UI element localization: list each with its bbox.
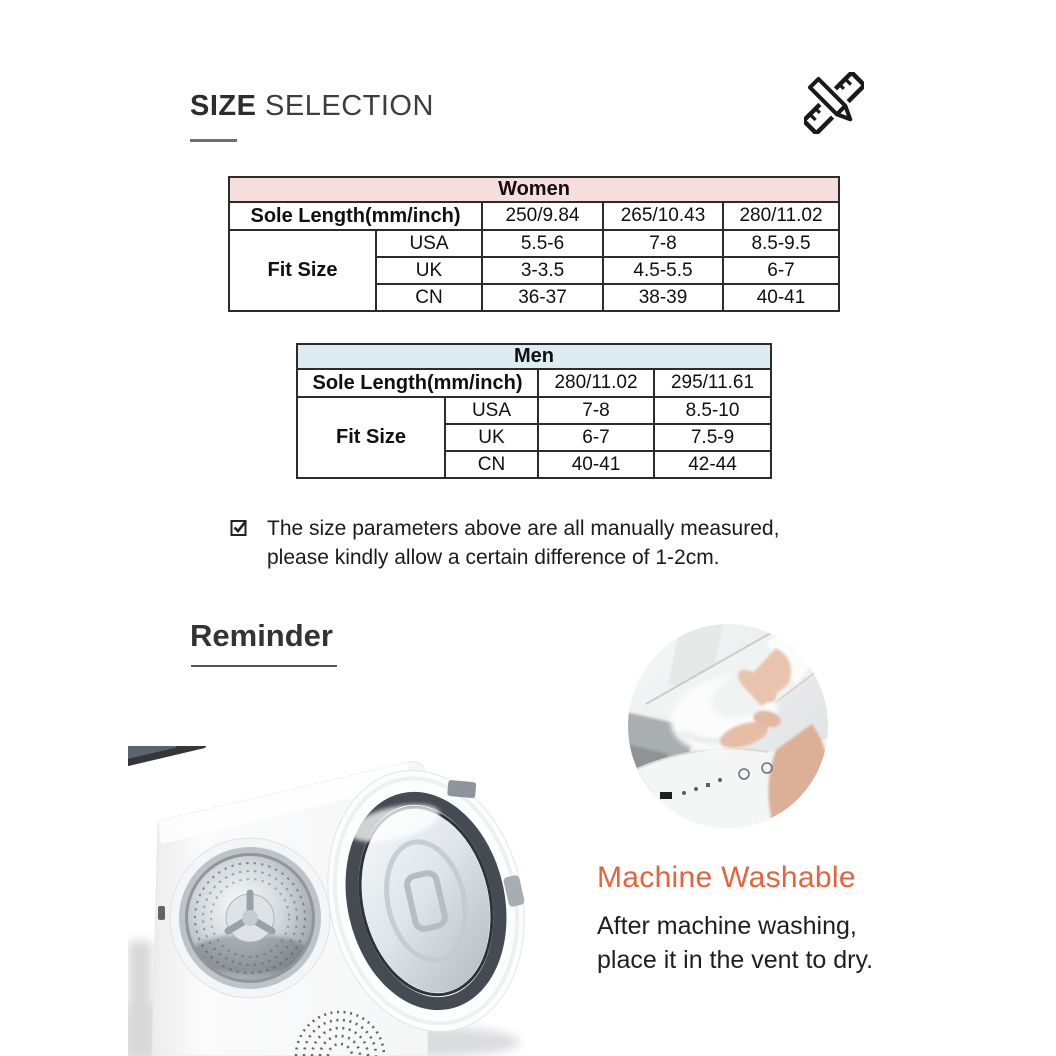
fit-size-label: Fit Size <box>229 230 376 311</box>
men-size-table <box>296 343 772 479</box>
size-value: 7.5-9 <box>654 424 771 451</box>
women-table-title: Women <box>229 177 839 202</box>
men-usa-row <box>297 397 771 424</box>
men-sole-length-value: 280/11.02 <box>538 369 654 397</box>
size-value: 7-8 <box>538 397 654 424</box>
men-table-title: Men <box>297 344 771 369</box>
women-usa-row <box>229 230 839 257</box>
size-value: 7-8 <box>603 230 723 257</box>
machine-washable-heading: Machine Washable <box>597 861 856 894</box>
women-sole-length-value: 280/11.02 <box>723 202 839 230</box>
women-table-header-row <box>229 177 839 202</box>
size-title-bold: SIZE <box>190 90 257 122</box>
measurement-note <box>230 514 779 572</box>
men-sole-length-row <box>297 369 771 397</box>
washer-drum <box>170 838 330 998</box>
note-line-2: please kindly allow a certain difference of 1-2cm. <box>267 546 720 569</box>
size-value: 6-7 <box>538 424 654 451</box>
size-title-rest: SELECTION <box>265 90 434 122</box>
men-table-header-row <box>297 344 771 369</box>
women-sole-length-value: 250/9.84 <box>482 202 603 230</box>
region-label: USA <box>376 230 482 257</box>
fit-size-label: Fit Size <box>297 397 445 478</box>
size-selection-title <box>190 90 434 123</box>
region-label: UK <box>376 257 482 284</box>
size-value: 5.5-6 <box>482 230 603 257</box>
size-value: 8.5-9.5 <box>723 230 839 257</box>
women-sole-length-value: 265/10.43 <box>603 202 723 230</box>
region-label: USA <box>445 397 538 424</box>
men-sole-length-value: 295/11.61 <box>654 369 771 397</box>
region-label: CN <box>376 284 482 311</box>
sole-length-label: Sole Length(mm/inch) <box>297 369 538 397</box>
size-value: 8.5-10 <box>654 397 771 424</box>
women-sole-length-row <box>229 202 839 230</box>
size-value: 40-41 <box>538 451 654 478</box>
washer-control-panel <box>128 746 346 769</box>
reminder-title-underline <box>191 665 337 667</box>
note-line-1: The size parameters above are all manually measured, <box>267 517 780 540</box>
size-value: 40-41 <box>723 284 839 311</box>
reminder-title: Reminder <box>190 618 333 653</box>
hands-loading-mesh-bag-photo <box>626 622 830 830</box>
women-size-table <box>228 176 840 312</box>
sole-length-label: Sole Length(mm/inch) <box>229 202 482 230</box>
measurement-note-text <box>267 514 779 572</box>
size-value: 6-7 <box>723 257 839 284</box>
pencil-ruler-icon <box>804 72 864 134</box>
washer-latch <box>158 906 165 920</box>
wall-shadow <box>128 941 152 1056</box>
size-value: 38-39 <box>603 284 723 311</box>
machine-washable-description <box>597 909 873 977</box>
size-title-underline <box>190 139 237 142</box>
size-value: 36-37 <box>482 284 603 311</box>
size-value: 3-3.5 <box>482 257 603 284</box>
region-label: CN <box>445 451 538 478</box>
desc-line-1: After machine washing, <box>597 912 857 940</box>
door-hinge-top <box>447 780 476 798</box>
size-value: 42-44 <box>654 451 771 478</box>
region-label: UK <box>445 424 538 451</box>
washing-machine-open-door-photo <box>128 746 528 1056</box>
size-value: 4.5-5.5 <box>603 257 723 284</box>
checkbox-checked-icon <box>230 518 249 537</box>
desc-line-2: place it in the vent to dry. <box>597 946 874 974</box>
